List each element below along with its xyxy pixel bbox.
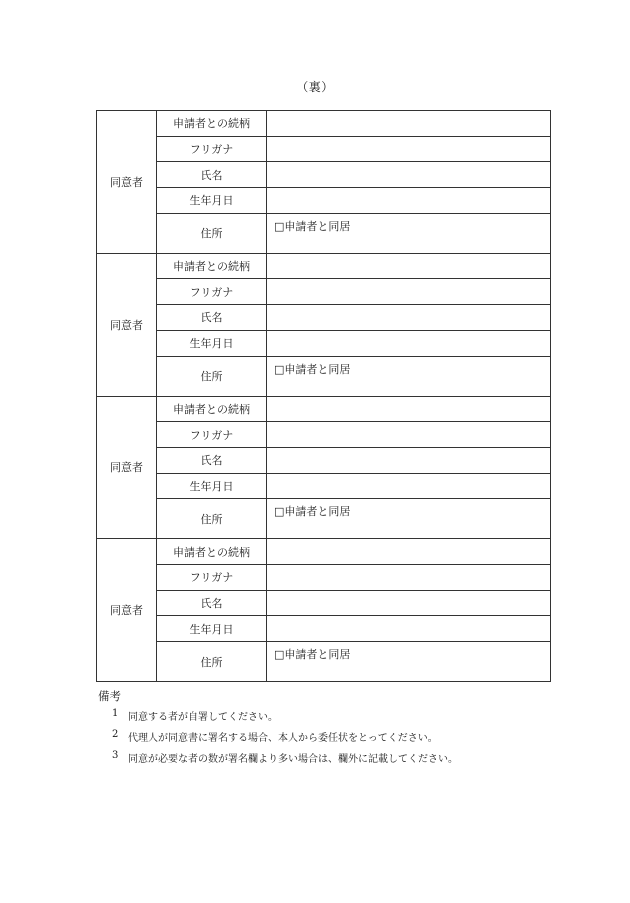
birthdate-field[interactable] <box>267 188 551 214</box>
consenter-1-row-relationship <box>97 111 551 137</box>
consenter-2-row-birthdate <box>97 330 551 356</box>
name-label: 氏名 <box>157 590 267 616</box>
consenter-3-row-relationship <box>97 396 551 422</box>
same-residence-checkbox[interactable]: □申請者と同居 <box>274 362 351 376</box>
name-label: 氏名 <box>157 447 267 473</box>
page-title: （裏） <box>296 80 334 94</box>
name-field[interactable] <box>267 162 551 188</box>
relationship-label: 申請者との続柄 <box>157 111 267 137</box>
address-label: 住所 <box>157 642 267 682</box>
address-field[interactable] <box>267 356 551 396</box>
relationship-field[interactable] <box>267 539 551 565</box>
relationship-field[interactable] <box>267 111 551 137</box>
same-residence-checkbox[interactable]: □申請者と同居 <box>274 219 351 233</box>
address-field[interactable] <box>267 213 551 253</box>
furigana-label: フリガナ <box>157 136 267 162</box>
consenter-4-row-furigana <box>97 564 551 590</box>
consenter-1-row-name <box>97 162 551 188</box>
consenter-2-row-address <box>97 356 551 396</box>
consent-form-table <box>96 110 551 682</box>
consenter-4-row-name <box>97 590 551 616</box>
furigana-label: フリガナ <box>157 279 267 305</box>
furigana-label: フリガナ <box>157 564 267 590</box>
furigana-field[interactable] <box>267 564 551 590</box>
furigana-field[interactable] <box>267 136 551 162</box>
consenter-group-label: 同意者 <box>97 253 157 396</box>
consenter-3-row-furigana <box>97 422 551 448</box>
birthdate-label: 生年月日 <box>157 330 267 356</box>
remarks-list <box>112 708 458 771</box>
birthdate-field[interactable] <box>267 616 551 642</box>
remark-item <box>112 708 458 729</box>
remark-number: 3 <box>112 750 119 761</box>
address-field[interactable] <box>267 642 551 682</box>
relationship-field[interactable] <box>267 253 551 279</box>
name-field[interactable] <box>267 590 551 616</box>
consenter-1-row-furigana <box>97 136 551 162</box>
address-label: 住所 <box>157 356 267 396</box>
relationship-label: 申請者との続柄 <box>157 396 267 422</box>
consenter-4-row-birthdate <box>97 616 551 642</box>
furigana-label: フリガナ <box>157 422 267 448</box>
relationship-field[interactable] <box>267 396 551 422</box>
consenter-4-row-relationship <box>97 539 551 565</box>
name-label: 氏名 <box>157 305 267 331</box>
birthdate-label: 生年月日 <box>157 616 267 642</box>
consenter-3-row-birthdate <box>97 473 551 499</box>
consenter-2-row-furigana <box>97 279 551 305</box>
birthdate-field[interactable] <box>267 473 551 499</box>
consenter-group-label: 同意者 <box>97 396 157 539</box>
same-residence-checkbox[interactable]: □申請者と同居 <box>274 505 351 519</box>
consenter-1-row-address <box>97 213 551 253</box>
address-label: 住所 <box>157 499 267 539</box>
consenter-3-row-name <box>97 447 551 473</box>
remark-number: 2 <box>112 729 119 740</box>
address-label: 住所 <box>157 213 267 253</box>
relationship-label: 申請者との続柄 <box>157 253 267 279</box>
remark-number: 1 <box>112 708 119 719</box>
consenter-2-row-relationship <box>97 253 551 279</box>
remark-item <box>112 750 458 771</box>
consenter-2-row-name <box>97 305 551 331</box>
remark-text: 同意する者が自署してください。 <box>128 712 278 723</box>
relationship-label: 申請者との続柄 <box>157 539 267 565</box>
remark-text: 同意が必要な者の数が署名欄より多い場合は、欄外に記載してください。 <box>128 754 458 765</box>
address-field[interactable] <box>267 499 551 539</box>
birthdate-field[interactable] <box>267 330 551 356</box>
consenter-4-row-address <box>97 642 551 682</box>
furigana-field[interactable] <box>267 279 551 305</box>
remark-item <box>112 729 458 750</box>
furigana-field[interactable] <box>267 422 551 448</box>
remarks-heading: 備考 <box>98 689 121 703</box>
birthdate-label: 生年月日 <box>157 188 267 214</box>
consenter-1-row-birthdate <box>97 188 551 214</box>
birthdate-label: 生年月日 <box>157 473 267 499</box>
consenter-3-row-address <box>97 499 551 539</box>
consenter-group-label: 同意者 <box>97 111 157 254</box>
name-field[interactable] <box>267 447 551 473</box>
name-label: 氏名 <box>157 162 267 188</box>
remark-text: 代理人が同意書に署名する場合、本人から委任状をとってください。 <box>128 733 438 744</box>
consenter-group-label: 同意者 <box>97 539 157 682</box>
same-residence-checkbox[interactable]: □申請者と同居 <box>274 648 351 661</box>
name-field[interactable] <box>267 305 551 331</box>
